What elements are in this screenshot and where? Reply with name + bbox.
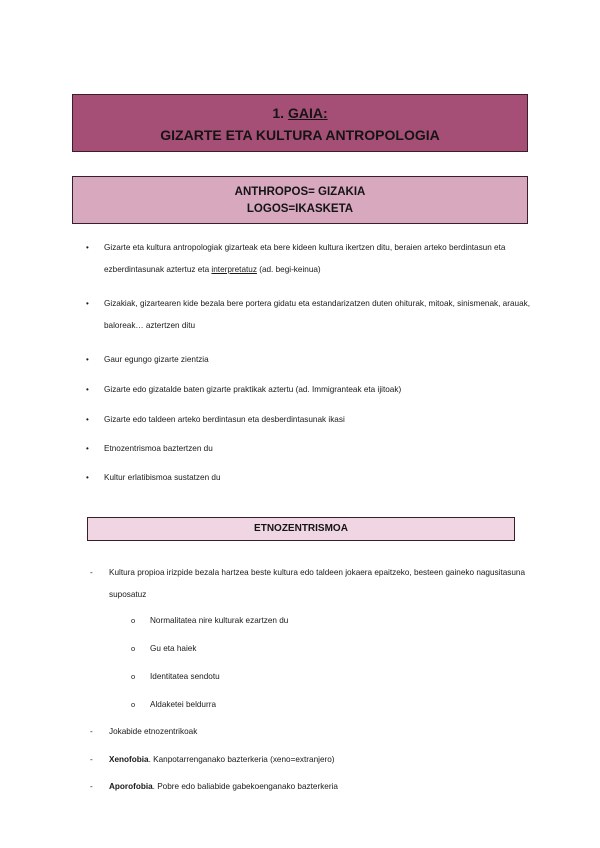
bullet-icon: • (86, 473, 89, 482)
list-item (86, 467, 536, 489)
sub-item-text: Normalitatea nire kulturak ezartzen du (150, 616, 289, 625)
bullet-text-end: (ad. begi-keinua) (256, 265, 321, 274)
dash-text: Kultura propioa irizpide bezala hartzea beste kultura edo taldeen jokaera epaitzeko, besteen gaineko nagusitasuna suposatuz (109, 568, 526, 599)
dash-text: . Kanpotarrenganako bazterkeria (xeno=extranjero) (148, 755, 335, 764)
list-item (90, 776, 530, 798)
sub-item-text: Aldaketei beldurra (150, 700, 216, 709)
chapter-title-box (72, 94, 528, 152)
list-item (86, 349, 536, 371)
list-item (86, 409, 536, 431)
dash-text: Jokabide etnozentrikoak (109, 727, 198, 736)
term-xenofobia: Xenofobia (109, 755, 149, 764)
bullet-icon: • (86, 355, 89, 364)
definition-box (72, 176, 528, 224)
dash-icon: - (90, 782, 93, 791)
sub-list-item (131, 642, 196, 656)
chapter-title: GIZARTE ETA KULTURA ANTROPOLOGIA (160, 127, 440, 143)
list-item (90, 721, 530, 743)
definition-line-2: LOGOS=IKASKETA (246, 203, 354, 215)
list-item (86, 237, 536, 281)
circle-bullet-icon: o (131, 616, 136, 625)
bullet-icon: • (86, 243, 89, 252)
sub-list-item (131, 614, 288, 628)
bullet-icon: • (86, 385, 89, 394)
sub-item-text: Identitatea sendotu (150, 672, 220, 681)
bullet-icon: • (86, 415, 89, 424)
dash-icon: - (90, 727, 93, 736)
bullet-text: Etnozentrismoa baztertzen du (104, 444, 213, 453)
dash-text: . Pobre edo baliabide gabekoenganako bazterkeria (152, 782, 338, 791)
sub-item-text: Gu eta haiek (150, 644, 197, 653)
sub-list-item (131, 698, 216, 712)
bullet-text: Gizarte edo gizatalde baten gizarte praktikak aztertu (ad. Immigranteak eta ijitoak) (104, 385, 402, 394)
bullet-icon: • (86, 444, 89, 453)
chapter-number: 1. (272, 105, 285, 121)
definition-line-1: ANTHROPOS= GIZAKIA (234, 186, 366, 198)
list-item (86, 379, 536, 401)
dash-icon: - (90, 568, 93, 577)
bullet-text: Gizakiak, gizartearen kide bezala bere portera gidatu eta estandarizatzen duten ohiturak, mitoak, sinismenak, arauak, baloreak… aztertzen ditu (104, 299, 530, 330)
term-aporofobia: Aporofobia (109, 782, 153, 791)
section-heading: ETNOZENTRISMOA (254, 523, 348, 534)
dash-icon: - (90, 755, 93, 764)
bullet-text: Gizarte eta kultura antropologiak gizarteak eta bere kideen kultura ikertzen ditu, beraien arteko berdintasun eta ezberdintasunak aztertuz eta (104, 243, 506, 274)
list-item (86, 438, 536, 460)
bullet-icon: • (86, 299, 89, 308)
list-item (90, 749, 530, 771)
bullet-underlined-term: interpretatuz (211, 265, 257, 274)
bullet-text: Gaur egungo gizarte zientzia (104, 355, 209, 364)
section-heading-box (87, 517, 515, 541)
list-item (86, 293, 536, 337)
list-item (90, 562, 530, 606)
bullet-text: Kultur erlatibismoa sustatzen du (104, 473, 221, 482)
circle-bullet-icon: o (131, 700, 136, 709)
circle-bullet-icon: o (131, 672, 136, 681)
chapter-number-line (73, 102, 527, 124)
chapter-gaia-label: GAIA: (287, 105, 328, 121)
bullet-text: Gizarte edo taldeen arteko berdintasun eta desberdintasunak ikasi (104, 415, 345, 424)
circle-bullet-icon: o (131, 644, 136, 653)
sub-list-item (131, 670, 220, 684)
